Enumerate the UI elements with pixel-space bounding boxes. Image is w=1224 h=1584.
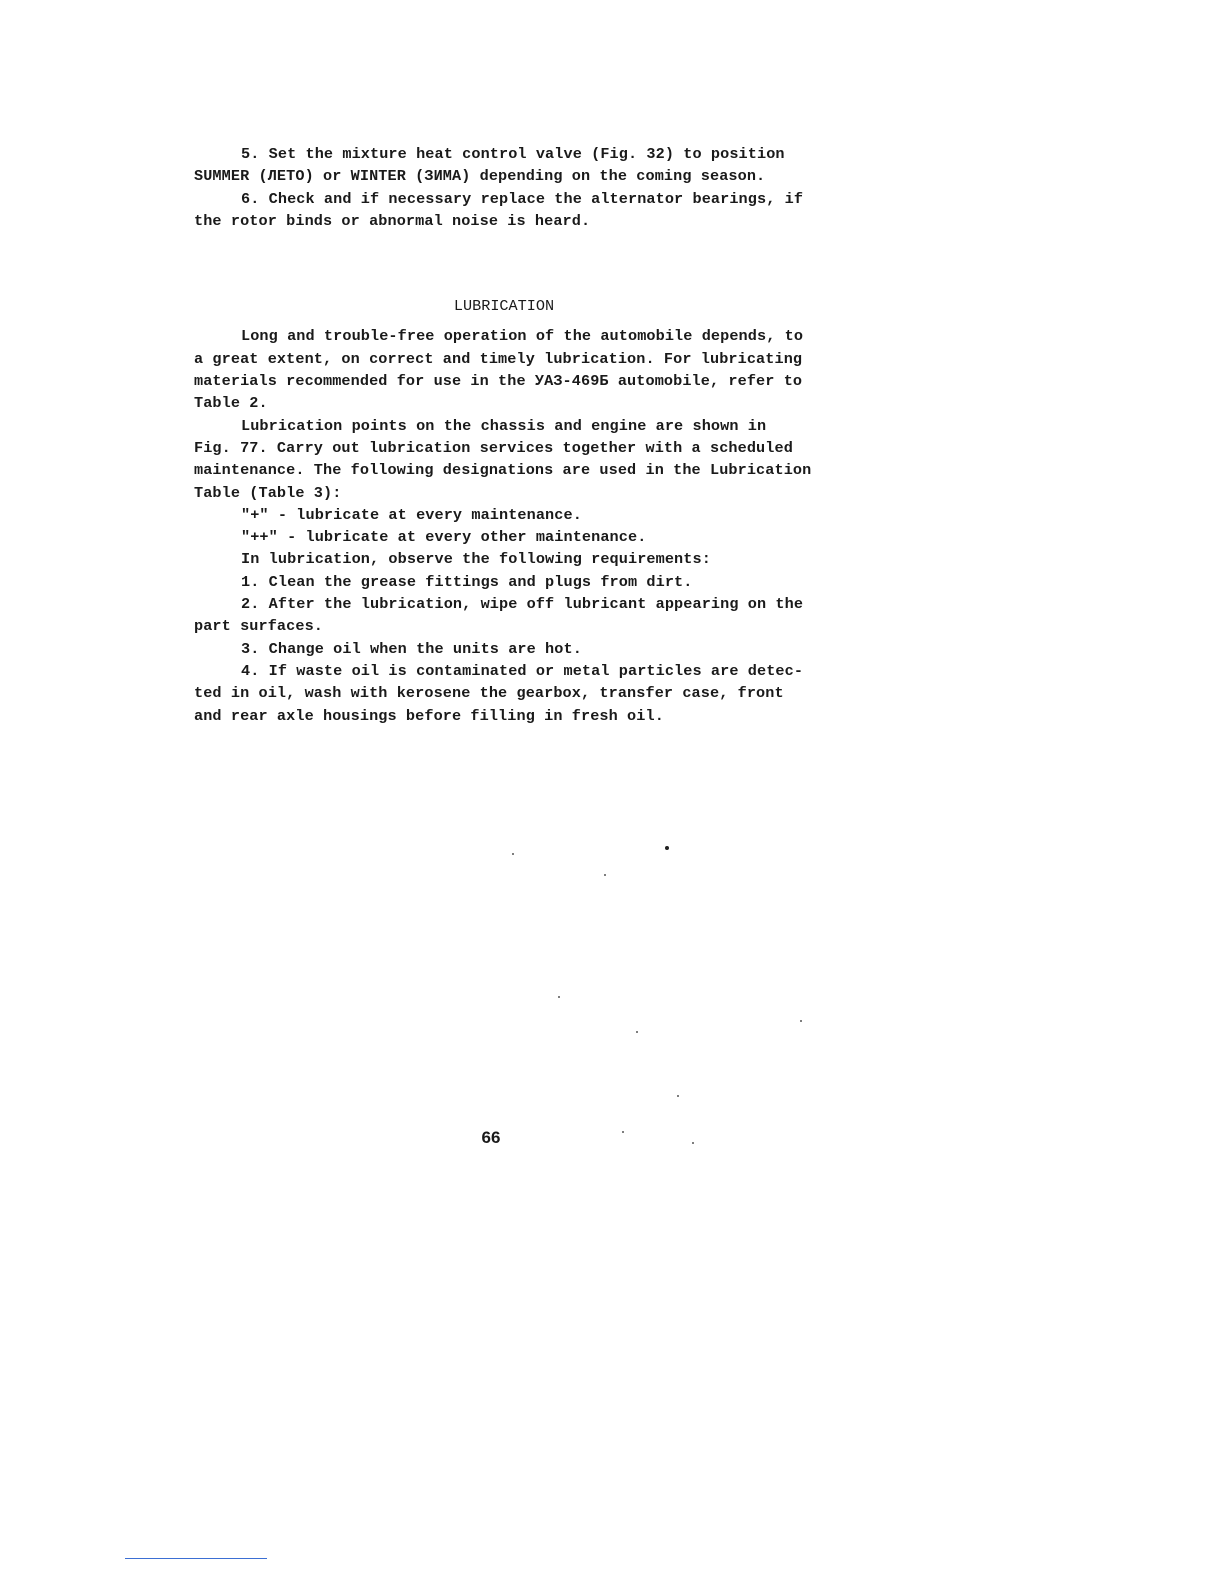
text-line: Table (Table 3):: [194, 483, 342, 502]
page-number: 66: [481, 1128, 501, 1147]
text-line: "++" - lubricate at every other maintenance.: [241, 528, 647, 547]
scan-speck: [677, 1095, 679, 1097]
document-page: [194, 143, 814, 727]
intro-paragraphs: [194, 143, 814, 232]
text-line: 4. If waste oil is contaminated or metal particles are detec-: [241, 661, 804, 680]
scan-speck: [800, 1020, 802, 1022]
text-line: SUMMER (ЛЕТО) or WINTER (ЗИМА) depending on the coming season.: [194, 167, 766, 186]
scan-speck: [622, 1131, 624, 1133]
text-line: the rotor binds or abnormal noise is heard.: [194, 211, 591, 230]
scan-speck: [512, 853, 514, 855]
text-line: "+" - lubricate at every maintenance.: [241, 505, 582, 524]
text-line: and rear axle housings before filling in fresh oil.: [194, 706, 664, 725]
text-line: 1. Clean the grease fittings and plugs from dirt.: [241, 572, 693, 591]
lubrication-paragraphs: [194, 325, 814, 726]
text-line: 2. After the lubrication, wipe off lubricant appearing on the: [241, 595, 804, 614]
text-line: In lubrication, observe the following requirements:: [241, 550, 711, 569]
scan-speck: [604, 874, 606, 876]
text-line: 3. Change oil when the units are hot.: [241, 639, 582, 658]
scan-speck: [665, 846, 669, 850]
scan-speck: [692, 1142, 694, 1144]
text-line: Long and trouble-free operation of the automobile depends, to: [241, 327, 804, 346]
text-line: Fig. 77. Carry out lubrication services together with a scheduled: [194, 438, 793, 457]
text-line: a great extent, on correct and timely lubrication. For lubricating: [194, 349, 803, 368]
text-line: ted in oil, wash with kerosene the gearbox, transfer case, front: [194, 684, 784, 703]
text-line: 6. Check and if necessary replace the alternator bearings, if: [241, 189, 804, 208]
section-heading: LUBRICATION: [453, 297, 555, 316]
scan-speck: [558, 996, 560, 998]
text-line: Table 2.: [194, 394, 268, 413]
scan-speck: [636, 1031, 638, 1033]
text-line: Lubrication points on the chassis and engine are shown in: [241, 416, 767, 435]
text-line: part surfaces.: [194, 617, 323, 636]
footnote-rule: [125, 1558, 267, 1559]
text-line: materials recommended for use in the УАЗ-469Б automobile, refer to: [194, 372, 803, 391]
text-line: maintenance. The following designations are used in the Lubrication: [194, 461, 812, 480]
text-line: 5. Set the mixture heat control valve (Fig. 32) to position: [241, 145, 785, 163]
